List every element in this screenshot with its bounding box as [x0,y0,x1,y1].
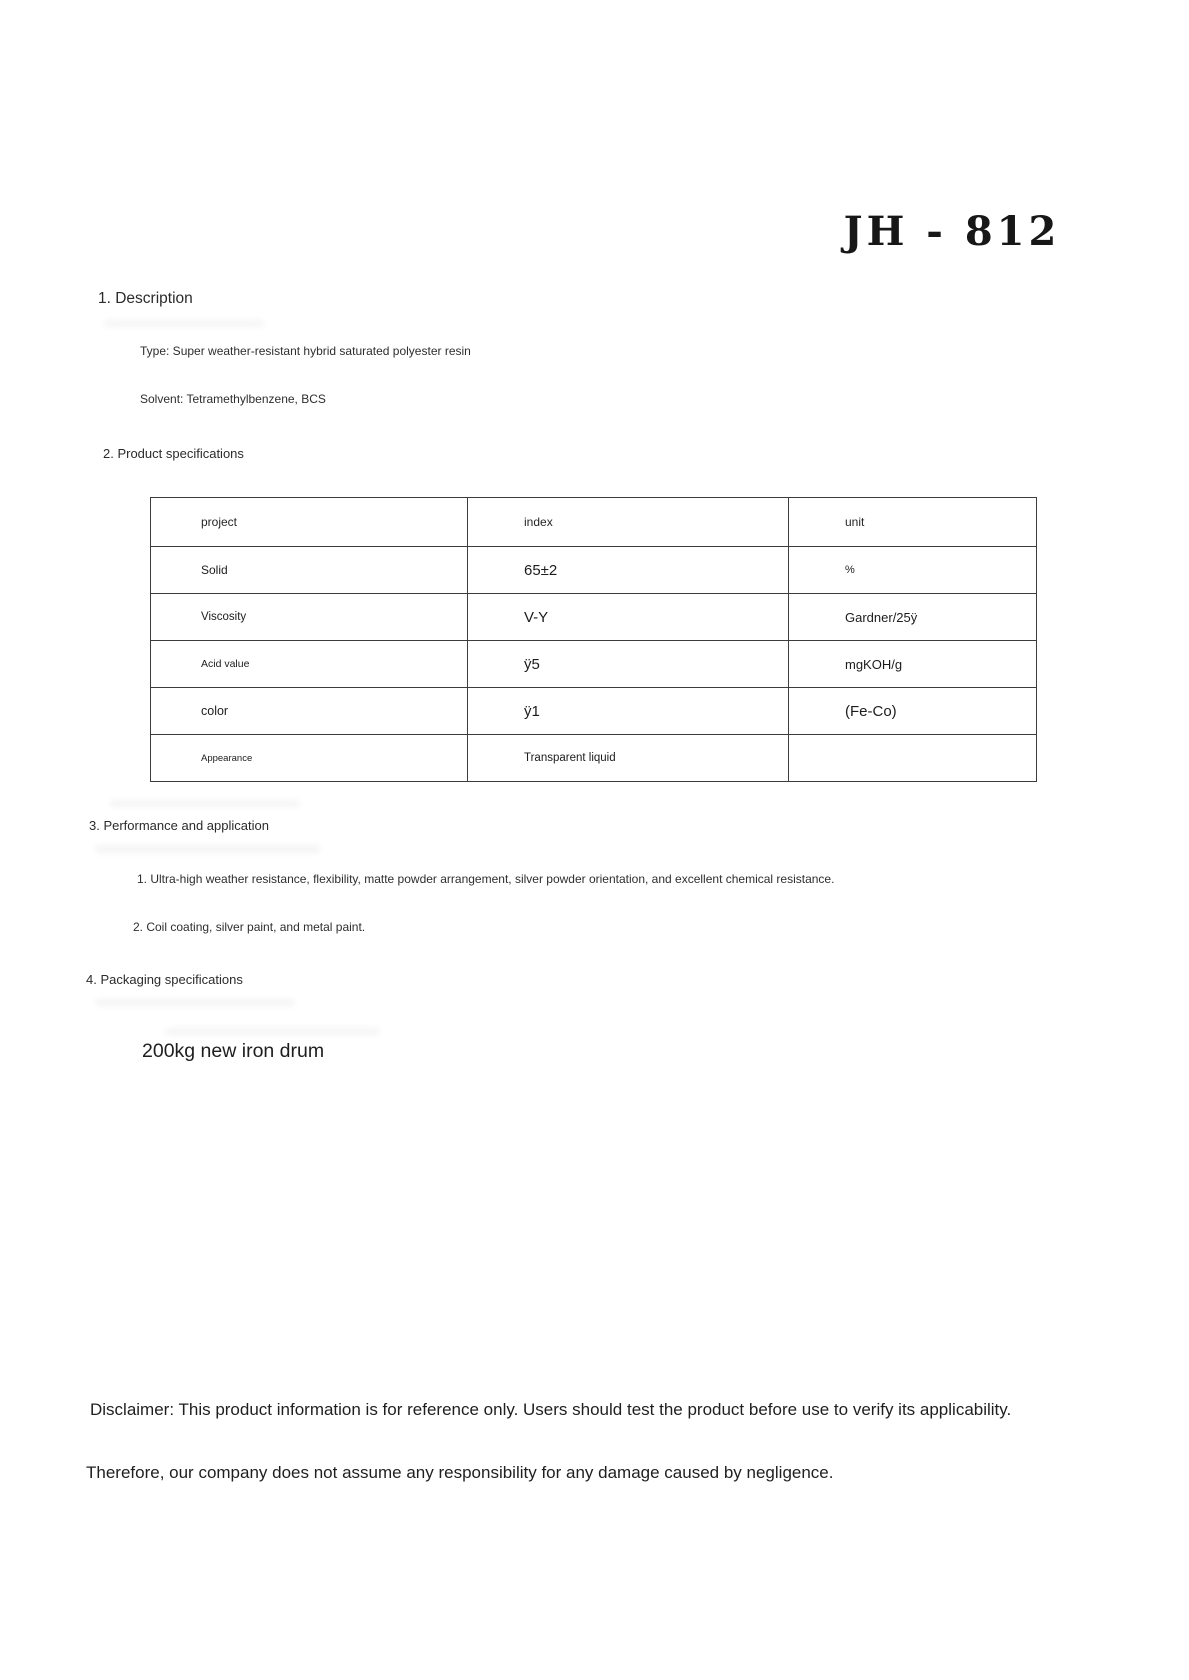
scan-artifact [110,800,300,807]
cell-project: Appearance [151,735,468,782]
section-heading-performance: 3. Performance and application [89,818,269,833]
table-row-appearance [151,735,1037,782]
cell-unit: Gardner/25ÿ [789,594,1037,641]
scan-artifact [104,320,264,327]
table-row-viscosity [151,594,1037,641]
cell-project: Viscosity [151,594,468,641]
table-header-project: project [151,498,468,547]
packaging-content: 200kg new iron drum [142,1040,325,1062]
specifications-table [150,497,1037,782]
disclaimer-line-1: Disclaimer: This product information is for reference only. Users should test the product before use to verify its applicability. [90,1400,1012,1419]
disclaimer-line-2: Therefore, our company does not assume any responsibility for any damage caused by negligence. [86,1463,834,1482]
section-heading-specifications: 2. Product specifications [103,446,244,461]
cell-unit: mgKOH/g [789,641,1037,688]
scan-artifact [165,1028,380,1035]
cell-project: color [151,688,468,735]
table-row-acid-value [151,641,1037,688]
cell-unit [789,735,1037,782]
cell-index: ÿ5 [468,641,789,688]
section-heading-packaging: 4. Packaging specifications [86,972,243,987]
table-header-index: index [468,498,789,547]
scan-artifact [95,999,295,1006]
section-heading-description: 1. Description [98,290,193,307]
cell-project: Solid [151,547,468,594]
performance-item-2: 2. Coil coating, silver paint, and metal paint. [133,920,366,934]
performance-item-1: 1. Ultra-high weather resistance, flexibility, matte powder arrangement, silver powder orientation, and excellent chemical resistance. [137,872,835,886]
cell-unit: % [789,547,1037,594]
cell-index: 65±2 [468,547,789,594]
description-type-line: Type: Super weather-resistant hybrid saturated polyester resin [140,344,471,358]
cell-index: V-Y [468,594,789,641]
description-solvent-line: Solvent: Tetramethylbenzene, BCS [140,392,326,406]
document-title: JH - 812 [843,208,1061,255]
table-header-unit: unit [789,498,1037,547]
cell-unit: (Fe-Co) [789,688,1037,735]
scan-artifact [95,845,320,853]
cell-index: Transparent liquid [468,735,789,782]
table-row-color [151,688,1037,735]
table-row-solid [151,547,1037,594]
table-header-row [151,498,1037,547]
cell-index: ÿ1 [468,688,789,735]
cell-project: Acid value [151,641,468,688]
